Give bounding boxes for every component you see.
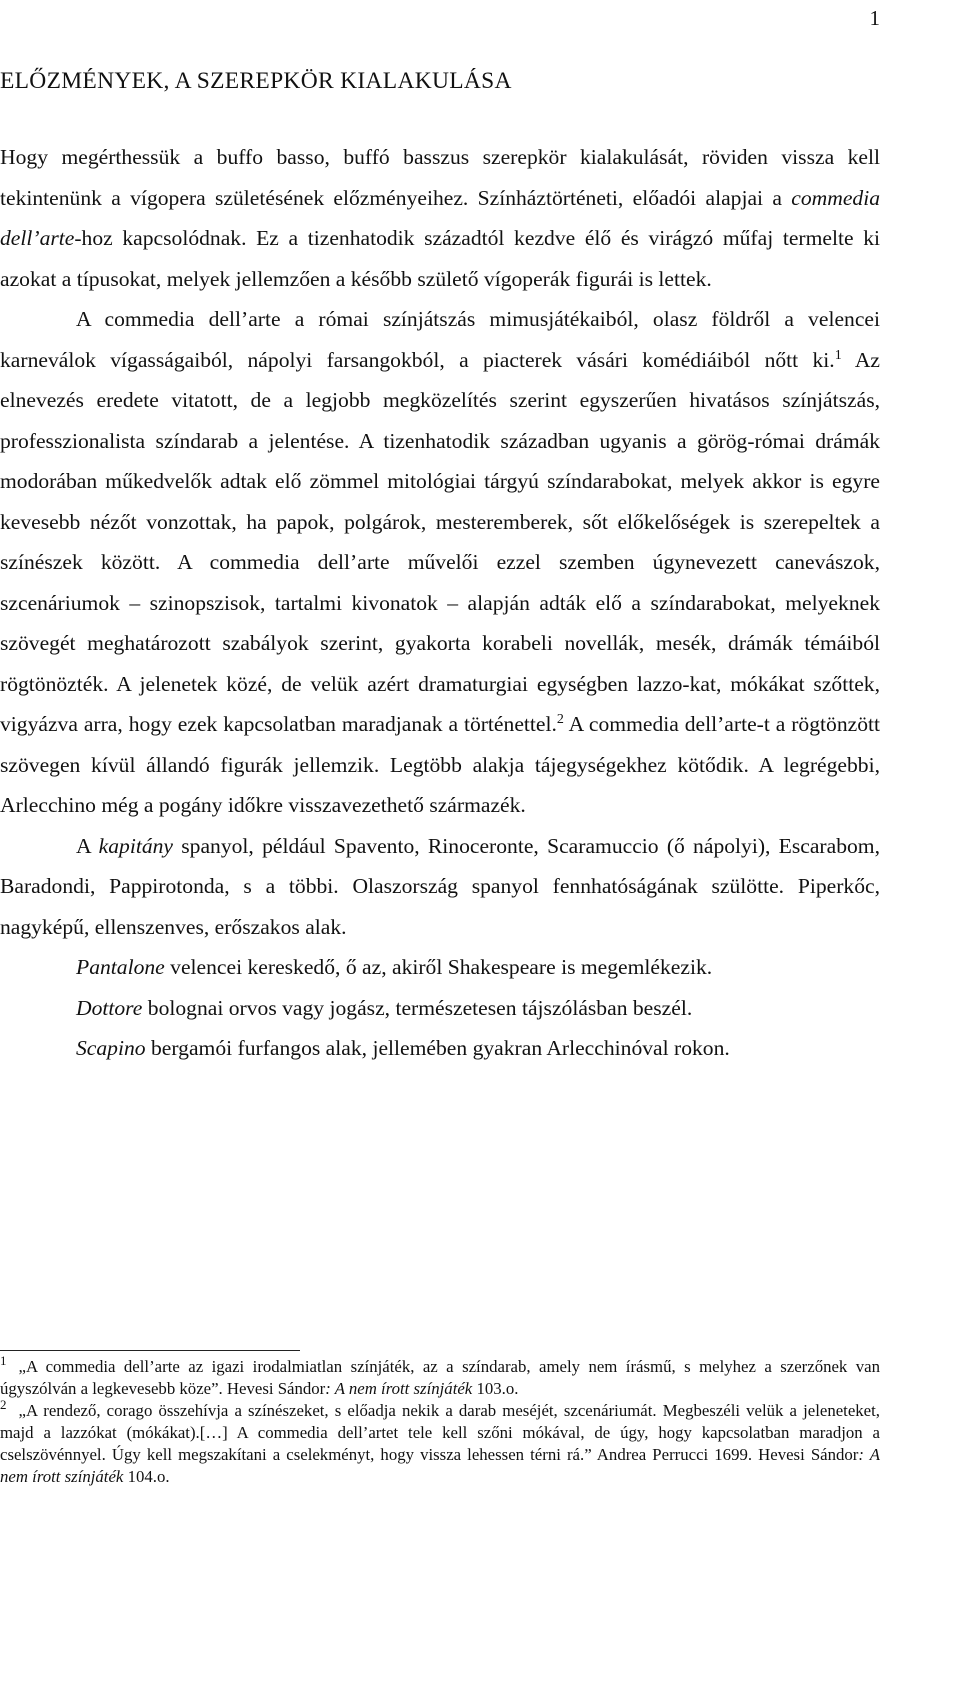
footnote-2: $^2$ „A rendező, corago összehívja a színészeket, s előadja nekik a darab meséjét, szcenáriumát. Megbeszéli velük a jeleneteket, majd a lazzókat (mókákat).[…] A commedia dell’artet tele kell szőni mókával, de úgy, hogy kapcsolatban maradjon a cselszövénnyel. Úgy kell megszakítani a cselekményt, hogy vissza lehessen térni rá.” Andrea Perrucci 1699. Hevesi Sándor: A nem írott színjáték 104.o. — [0, 1397, 881, 1486]
character-name: kapitány — [98, 833, 174, 858]
main-text — [0, 137, 880, 1069]
character-name: Scapino — [76, 1036, 146, 1060]
character-line-scapino: Scapino bergamói furfangos alak, jellemében gyakran Arlecchinóval rokon. — [76, 1036, 730, 1060]
paragraph-history: A commedia dell’arte a római színjátszás mimusjátékaiból, olasz földről a velencei karneválok vígasságaiból, nápolyi farsangokból, a piacterek vásári komédiáiból nőtt ki.$^1$ Az elnevezés eredete vitatott, de a legjobb megközelítés szerint egyszerűen hivatásos színjátszás, professzionalista színdarab a jelentése. A tizenhatodik században ugyanis a görög-római drámák modorában műkedvelők adtak elő zömmel mitológiai tárgyú színdarabokat, melyek akkor is egyre kevesebb nézőt vonzottak, ha papok, polgárok, mesteremberek, sőt előkelőségek is szerepeltek a színészek között. A commedia dell’arte művelői ezzel szemben úgynevezett canevászok, szcenáriumok – szinopszisok, tartalmi kivonatok – alapján adták elő a színdarabokat, melyeknek szövegét meghatározott szabályok szerint, gyakorta korabeli novellák, mesék, drámák témáiból rögtönözték. A jelenetek közé, de velük azért dramaturgiai egységben lazzo-kat, mókákat szőttek, vigyázva arra, hogy ezek kapcsolatban maradjanak a történettel.$^2$ A commedia dell’arte-t a rögtönzött szövegen kívül állandó figurák jellemzik. Legtöbb alakja tájegységekhez kötődik. A legrégebbi, Arlecchino még a pogány időkre visszavezethető származék. — [0, 307, 881, 817]
page-number: 1 — [869, 6, 880, 30]
footnote-ref-1[interactable]: 1 — [834, 347, 842, 363]
character-line-dottore: Dottore bolognai orvos vagy jogász, természetesen tájszólásban beszél. — [76, 995, 693, 1020]
paragraph-kapitany: A kapitány spanyol, például Spavento, Rinoceronte, Scaramuccio (ő nápolyi), Escarabom, Baradondi, Pappirotonda, s a többi. Olaszország spanyol fennhatóságának szülötte. Piperkőc, nagyképű, ellenszenves, erőszakos alak. — [0, 833, 880, 939]
character-name: Pantalone — [76, 955, 165, 979]
chapter-heading: ELŐZMÉNYEK, A SZEREPKÖR KIALAKULÁSA — [0, 68, 512, 94]
paragraph-intro: Hogy megérthessük a buffo basso, buffó basszus szerepkör kialakulását, röviden vissza kell tekintenünk a vígopera születésének előzményeihez. Színháztörténeti, előadói alapjai a commedia dell’arte-hoz kapcsolódnak. Ez a tizenhatodik századtól kezdve élő és virágzó műfaj termelte ki azokat a típusokat, melyek jellemzően a később születő vígoperák figurái is lettek. — [0, 145, 880, 291]
footnote-separator — [0, 1350, 300, 1351]
character-name: Dottore — [76, 995, 143, 1020]
italic-term: commedia dell’arte — [0, 185, 880, 250]
document-body — [0, 68, 880, 1069]
footnote-ref-2[interactable]: 2 — [556, 711, 564, 727]
character-line-pantalone: Pantalone velencei kereskedő, ő az, akiről Shakespeare is megemlékezik. — [76, 955, 713, 979]
footnotes — [0, 1353, 881, 1488]
footnote-1: $^1$ „A commedia dell’arte az igazi irodalmiatlan színjáték, az a színdarab, amely nem írásmű, s melyhez a szerzőnek van úgyszólván a legkevesebb köze”. Hevesi Sándor: A nem írott színjáték 103.o. — [0, 1353, 880, 1398]
